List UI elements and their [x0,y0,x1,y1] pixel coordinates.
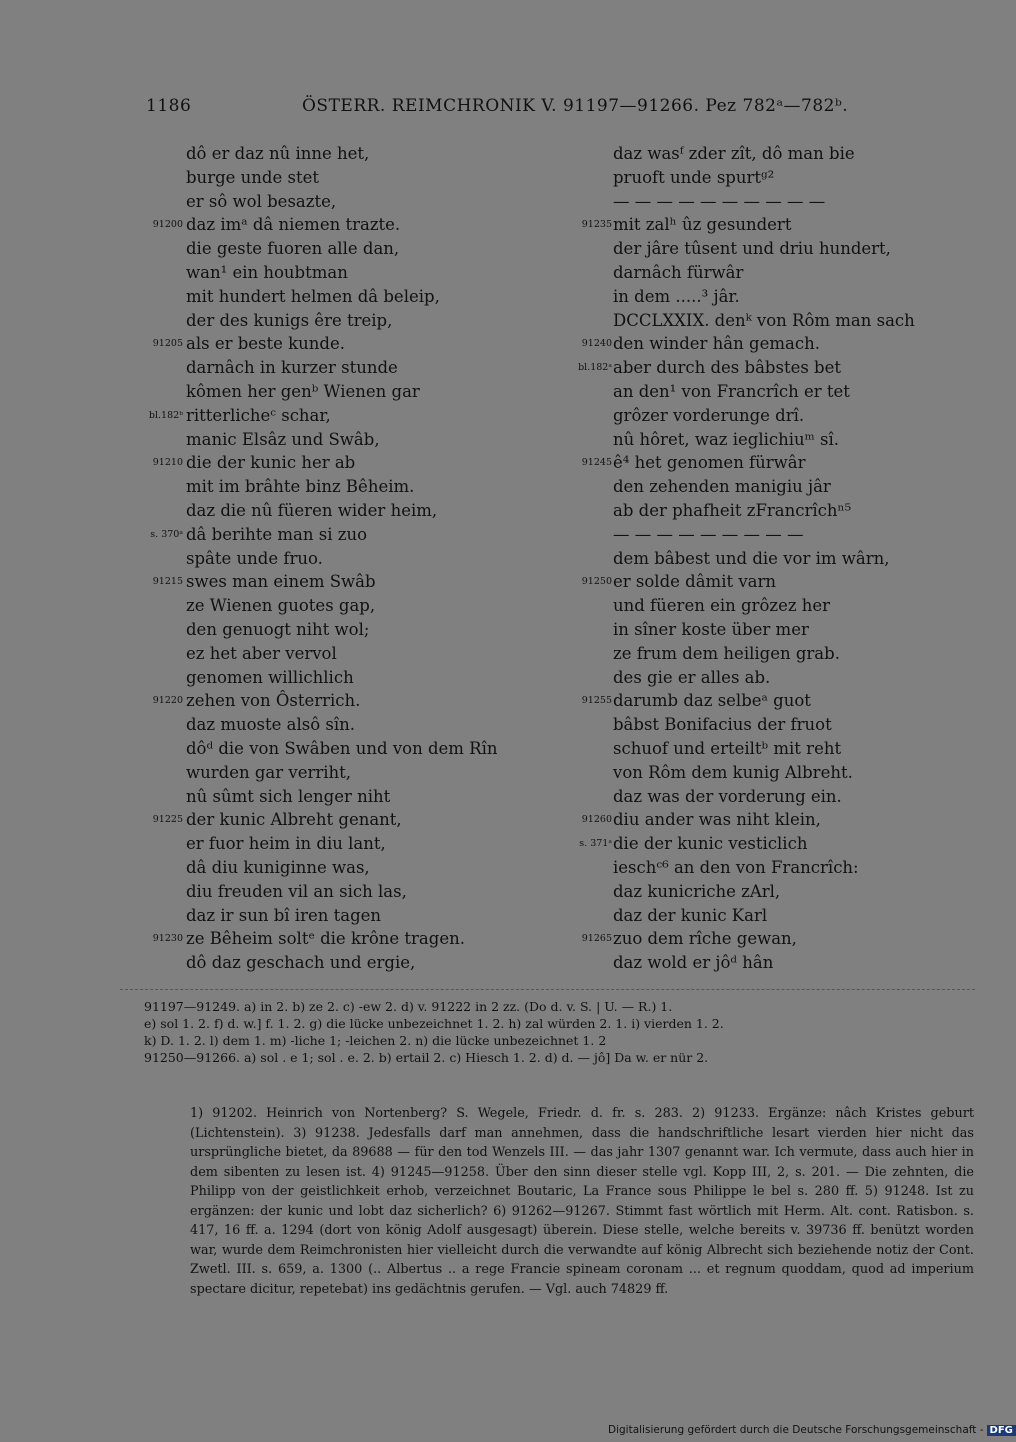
verse-text: dem bâbest und die vor im wârn, [613,548,890,568]
verse-text: er fuor heim in diu lant, [186,834,386,854]
line-number: bl.182ᵃ [578,362,612,374]
verse-text: die geste fuoren alle dan, [186,239,400,259]
line-number: 91225 [152,814,183,826]
note-paragraph: 1) 91202. Heinrich von Nortenberg? S. Wegele, Friedr. d. fr. s. 283. 2) 91233. Ergänze: nâch Kristes geburt (Lichtenstein). 3) 91238. Jedesfalls darf man annehmen, dass die handschriftliche lesart vierden hier nicht das ursprüngliche bietet, da 89688 — für den tod Wenzels III. — das jahr 1307 genannt war. Ich vermute, dass auch hier in dem sibenten zu lesen ist. 4) 91245—91258. Über den sinn dieser stelle vgl. Kopp III, 2, s. 201. — Die zehnten, die Philipp von der geistlichkeit erhob, verzeichnet Boutaric, La France sous Philippe le bel s. 280 ff. 5) 91248. Ist zu ergänzen: der kunic und lobt daz sicherlich? 6) 91262—91267. Stimmt fast wörtlich mit Herm. Alt. cont. Ratisbon. s. 417, 16 ff. a. 1294 (dort von könig Adolf ausgesagt) überein. Diese stelle, welche bereits v. 39736 ff. benützt worden war, wurde dem Reimchronisten hier vielleicht durch die verwandte auf könig Albrecht sich beziehende notiz der Cont. Zwetl. III. s. 659, a. 1300 (.. Albertus .. a rege Francie spineam coronam ... et regnum quoddam, quod ad imperium spectare dicitur, repetebat) ins gedächtnis gerufen. — Vgl. auch 74829 ff. [190,1106,974,1297]
verse-text: dâ diu kuniginne was, [186,857,370,877]
verse-text: die der kunic vesticlich [613,834,808,854]
verse-text: als er beste kunde. [186,334,345,354]
variant-line: 91197—91249. a) in 2. b) ze 2. c) -ew 2. d) v. 91222 in 2 zz. (Do d. v. S. | U. — R.) 1. [144,999,673,1014]
verse-text: ze frum dem heiligen grab. [613,643,840,663]
verse-text: — — — — — — — — — — [613,191,826,211]
verse-text: darumb daz selbeᵃ guot [613,691,811,711]
verse-text: dôᵈ die von Swâben und von dem Rîn [186,738,498,758]
verse-text: mit im brâhte binz Bêheim. [186,477,415,497]
running-title: ÖSTERR. REIMCHRONIK V. 91197—91266. Pez 782ᵃ—782ᵇ. [302,96,849,116]
line-number: 91250 [581,576,612,588]
verse-text: ze Wienen guotes gap, [186,596,376,616]
verse-text: ze Bêheim soltᵉ die krône tragen. [186,929,465,949]
verse-text: der jâre tûsent und driu hundert, [613,239,891,259]
verse-text: von Rôm dem kunig Albreht. [613,762,853,782]
verse-text: darnâch fürwâr [613,262,744,282]
verse-text: er solde dâmit varn [613,572,777,592]
verse-text: mit zalʰ ûz gesundert [613,215,792,235]
verse-text: diu freuden vil an sich las, [186,881,407,901]
line-number: 91205 [152,338,183,350]
verse-text: kômen her genᵇ Wienen gar [186,381,420,401]
line-number: 91240 [581,338,612,350]
verse-text: daz wasᶠ zder zît, dô man bie [613,144,855,163]
dfg-logo: DFG [987,1425,1016,1436]
verse-text: spâte unde fruo. [186,548,323,568]
verse-text: schuof und erteiltᵇ mit reht [613,738,842,758]
verse-text: der kunic Albreht genant, [186,810,402,830]
verse-text: wurden gar verriht, [186,762,352,782]
verse-text: daz was der vorderung ein. [613,786,842,806]
line-number: 91220 [152,695,183,707]
verse-text: daz der kunic Karl [613,905,768,925]
verse-text: dâ berihte man si zuo [186,524,368,544]
verse-text: mit hundert helmen dâ beleip, [186,286,440,306]
verse-text: daz muoste alsô sîn. [186,715,356,735]
verse-text: den genuogt niht wol; [186,619,370,639]
line-number: 91210 [152,457,183,469]
verse-text: wan¹ ein houbtman [186,262,348,282]
explanatory-notes [144,1104,974,1299]
verse-text: daz kunicriche zArl, [613,881,781,901]
digitization-credit [608,1424,1013,1440]
verse-text: in sîner koste über mer [613,619,809,639]
verse-text: aber durch des bâbstes bet [613,358,842,378]
verse-text: den winder hân gemach. [613,334,820,354]
verse-text: bâbst Bonifacius der fruot [613,715,832,735]
verse-text: den zehenden manigiu jâr [613,477,831,497]
variant-line: 91250—91266. a) sol . e 1; sol . e. 2. b) ertail 2. c) Hiesch 1. 2. d) d. — jô] Da w. er nür 2. [144,1050,709,1065]
line-number: 91245 [581,457,612,469]
verse-text: burge unde stet [186,167,319,187]
verse-text: — — — — — — — — — [613,524,804,544]
verse-text: dô daz geschach und ergie, [186,953,416,973]
verse-text: ez het aber vervol [186,643,337,663]
verse-text: DCCLXXIX. denᵏ von Rôm man sach [613,310,915,330]
verse-text: ieschᶜ⁶ an den von Francrîch: [613,857,859,877]
verse-text: zehen von Ôsterrich. [186,691,361,711]
verse-text: daz wold er jôᵈ hân [613,953,774,973]
line-number: bl.182ᵇ [148,409,183,421]
line-number: 91260 [581,814,612,826]
verse-text: manic Elsâz und Swâb, [186,429,380,449]
verse-text: nû sûmt sich lenger niht [186,786,391,806]
verse-text: darnâch in kurzer stunde [186,358,398,378]
variant-line: k) D. 1. 2. l) dem 1. m) -liche 1; -leichen 2. n) die lücke unbezeichnet 1. 2 [144,1033,607,1048]
verse-text: ritterlicheᶜ schar, [186,405,331,425]
verse-text: und füeren ein grôzez her [613,596,831,616]
credit-text: Digitalisierung gefördert durch die Deutsche Forschungsgemeinschaft - [608,1424,984,1436]
verse-text: grôzer vorderunge drî. [613,405,805,425]
line-number: 91235 [581,219,612,231]
verse-text: daz ir sun bî iren tagen [186,905,382,925]
line-number: 91200 [152,219,183,231]
verse-text: die der kunic her ab [186,453,356,473]
line-number: 91255 [581,695,612,707]
verse-text: daz die nû füeren wider heim, [186,500,438,520]
verse-text: zuo dem rîche gewan, [613,929,797,949]
verse-text: dô er daz nû inne het, [186,144,370,163]
verse-text: pruoft unde spurtᵍ² [613,167,775,187]
verse-text: des gie er alles ab. [613,667,771,687]
variant-readings [144,998,974,1066]
verse-text: diu ander was niht klein, [613,810,821,830]
verse-text: in dem .....³ jâr. [613,286,740,306]
verse-text: swes man einem Swâb [186,572,376,592]
verse-text: daz imᵃ dâ niemen trazte. [186,215,401,235]
verse-text: ê⁴ het genomen fürwâr [613,453,806,473]
verse-text: der des kunigs êre treip, [186,310,393,330]
footnote-divider [120,989,975,990]
page-number: 1186 [146,96,192,116]
verse-text: an den¹ von Francrîch er tet [613,381,850,401]
line-number: s. 371ᵃ [579,838,612,850]
variant-line: e) sol 1. 2. f) d. w.] f. 1. 2. g) die lücke unbezeichnet 1. 2. h) zal würden 2. 1. i) vierden 1. 2. [144,1016,724,1031]
verse-text: nû hôret, waz ieglichiuᵐ sî. [613,429,840,449]
line-number: 91230 [152,933,183,945]
verse-text: ab der phafheit zFrancrîchⁿ⁵ [613,500,852,520]
verse-text: er sô wol besazte, [186,191,337,211]
line-number: 91265 [581,933,612,945]
line-number: s. 370ᵃ [150,528,183,540]
verse-text: genomen willichlich [186,667,354,687]
line-number: 91215 [152,576,183,588]
